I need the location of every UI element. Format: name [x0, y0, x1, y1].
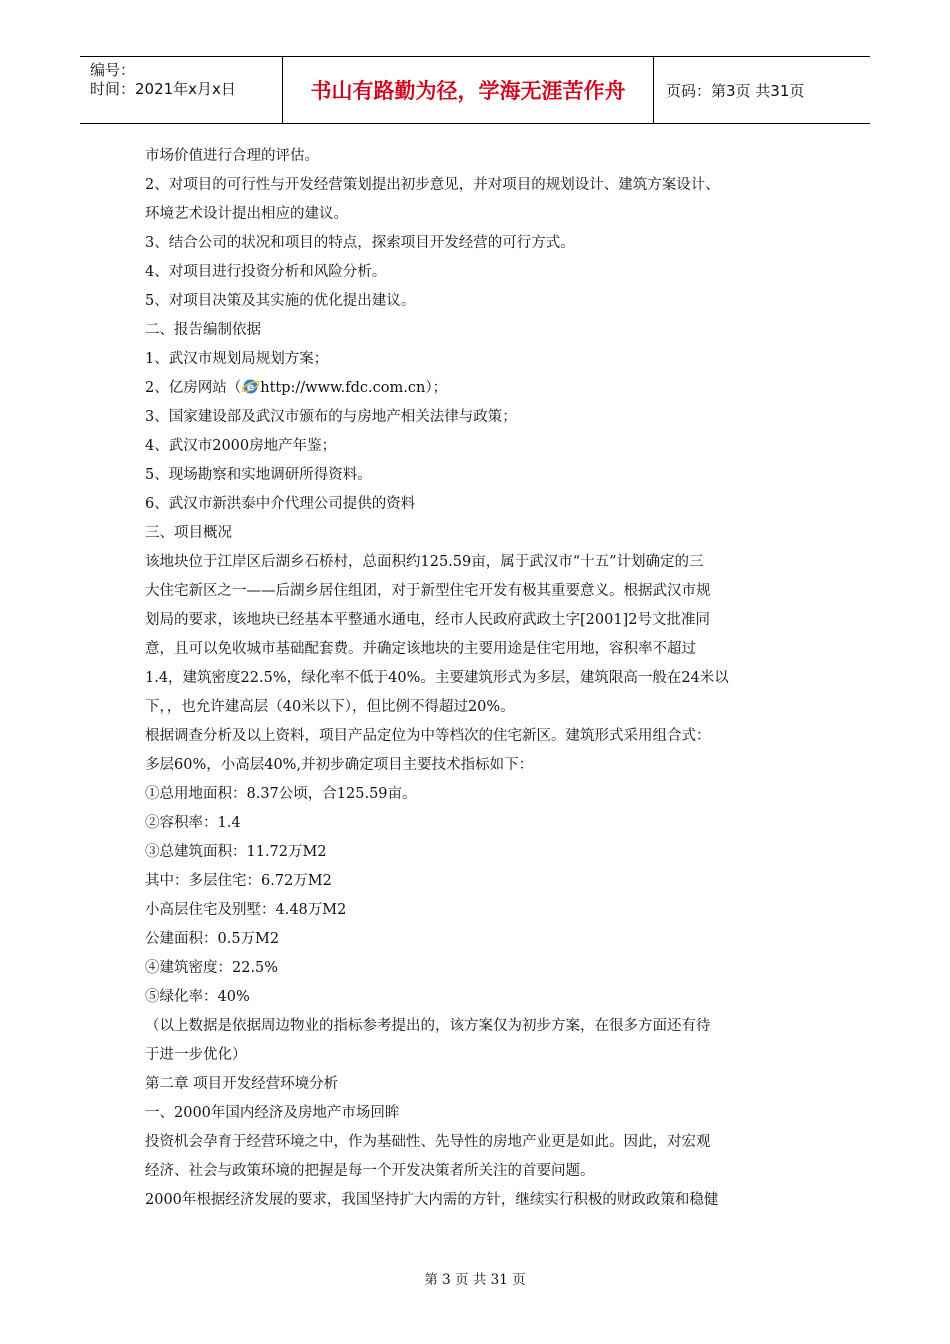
text-line: 市场价值进行合理的评估。	[145, 148, 319, 164]
text-line: 小高层住宅及别墅：4.48万M2	[145, 902, 347, 918]
svg-text:e: e	[247, 380, 255, 394]
header-motto: 书山有路勤为径，学海无涯苦作舟	[283, 57, 654, 123]
text-line: 该地块位于江岸区后湖乡石桥村，总面积约125.59亩，属于武汉市“十五”计划确定的三	[145, 554, 704, 570]
text-line: 划局的要求，该地块已经基本平整通水通电，经市人民政府武政土字[2001]2号文批准同	[145, 612, 710, 628]
text-line: 于进一步优化）	[145, 1047, 247, 1063]
text-line: 意，且可以免收城市基础配套费。并确定该地块的主要用途是住宅用地，容积率不超过	[145, 641, 696, 657]
text-line: 6、武汉市新洪泰中介代理公司提供的资料	[145, 496, 416, 512]
document-number-label: 编号：	[90, 61, 136, 79]
header-page-info: 页码：第3页 共31页	[666, 81, 805, 100]
text-line: 4、武汉市2000房地产年鉴；	[145, 438, 337, 454]
text-line: 一、2000年国内经济及房地产市场回眸	[145, 1105, 400, 1121]
text-line: （以上数据是依据周边物业的指标参考提出的，该方案仅为初步方案，在很多方面还有待	[145, 1018, 711, 1034]
text-line: 环境艺术设计提出相应的建议。	[145, 206, 348, 222]
text-line: 二、报告编制依据	[145, 322, 261, 338]
text-line: 1、武汉市规划局规划方案；	[145, 351, 329, 367]
text-line: 5、现场勘察和实地调研所得资料。	[145, 467, 372, 483]
website-link[interactable]: http://www.fdc.com.cn）；	[260, 380, 448, 396]
text-line: 4、对项目进行投资分析和风险分析。	[145, 264, 387, 280]
text-line: 三、项目概况	[145, 525, 232, 541]
page-header	[80, 56, 870, 124]
text-line: 2000年根据经济发展的要求，我国坚持扩大内需的方针，继续实行积极的财政政策和稳健	[145, 1192, 719, 1208]
document-body	[145, 142, 815, 1215]
internet-explorer-icon	[242, 377, 259, 394]
text-line: 经济、社会与政策环境的把握是每一个开发决策者所关注的首要问题。	[145, 1163, 595, 1179]
text-line: 多层60%，小高层40%,并初步确定项目主要技术指标如下：	[145, 757, 534, 773]
text-line: 其中：多层住宅：6.72万M2	[145, 873, 332, 889]
header-meta	[80, 57, 283, 123]
text-line: 大住宅新区之一——后湖乡居住组团，对于新型住宅开发有极其重要意义。根据武汉市规	[145, 583, 711, 599]
text-line: 3、国家建设部及武汉市颁布的与房地产相关法律与政策；	[145, 409, 517, 425]
text-line: ①总用地面积：8.37公顷，合125.59亩。	[145, 786, 417, 802]
page-footer: 第 3 页 共 31 页	[424, 1272, 526, 1288]
document-time-label: 时间：2021年x月x日	[90, 80, 236, 98]
website-prefix: 2、亿房网站（	[145, 380, 242, 396]
text-line: 投资机会孕育于经营环境之中，作为基础性、先导性的房地产业更是如此。因此，对宏观	[145, 1134, 711, 1150]
text-line: 3、结合公司的状况和项目的特点，探索项目开发经营的可行方式。	[145, 235, 575, 251]
text-line: ⑤绿化率：40%	[145, 989, 250, 1005]
text-line: 2、对项目的可行性与开发经营策划提出初步意见，并对项目的规划设计、建筑方案设计、	[145, 177, 720, 193]
text-line: ④建筑密度：22.5%	[145, 960, 279, 976]
text-line-website	[145, 374, 815, 403]
text-line: 1.4，建筑密度22.5%，绿化率不低于40%。主要建筑形式为多层，建筑限高一般在24米以	[145, 670, 729, 686]
text-line: 5、对项目决策及其实施的优化提出建议。	[145, 293, 416, 309]
text-line: ②容积率：1.4	[145, 815, 241, 831]
text-line: 第二章 项目开发经营环境分析	[145, 1076, 339, 1092]
text-line: 下，，也允许建高层（40米以下），但比例不得超过20%。	[145, 699, 515, 715]
text-line: ③总建筑面积：11.72万M2	[145, 844, 327, 860]
text-line: 公建面积：0.5万M2	[145, 931, 280, 947]
text-line: 根据调查分析及以上资料，项目产品定位为中等档次的住宅新区。建筑形式采用组合式：	[145, 728, 711, 744]
